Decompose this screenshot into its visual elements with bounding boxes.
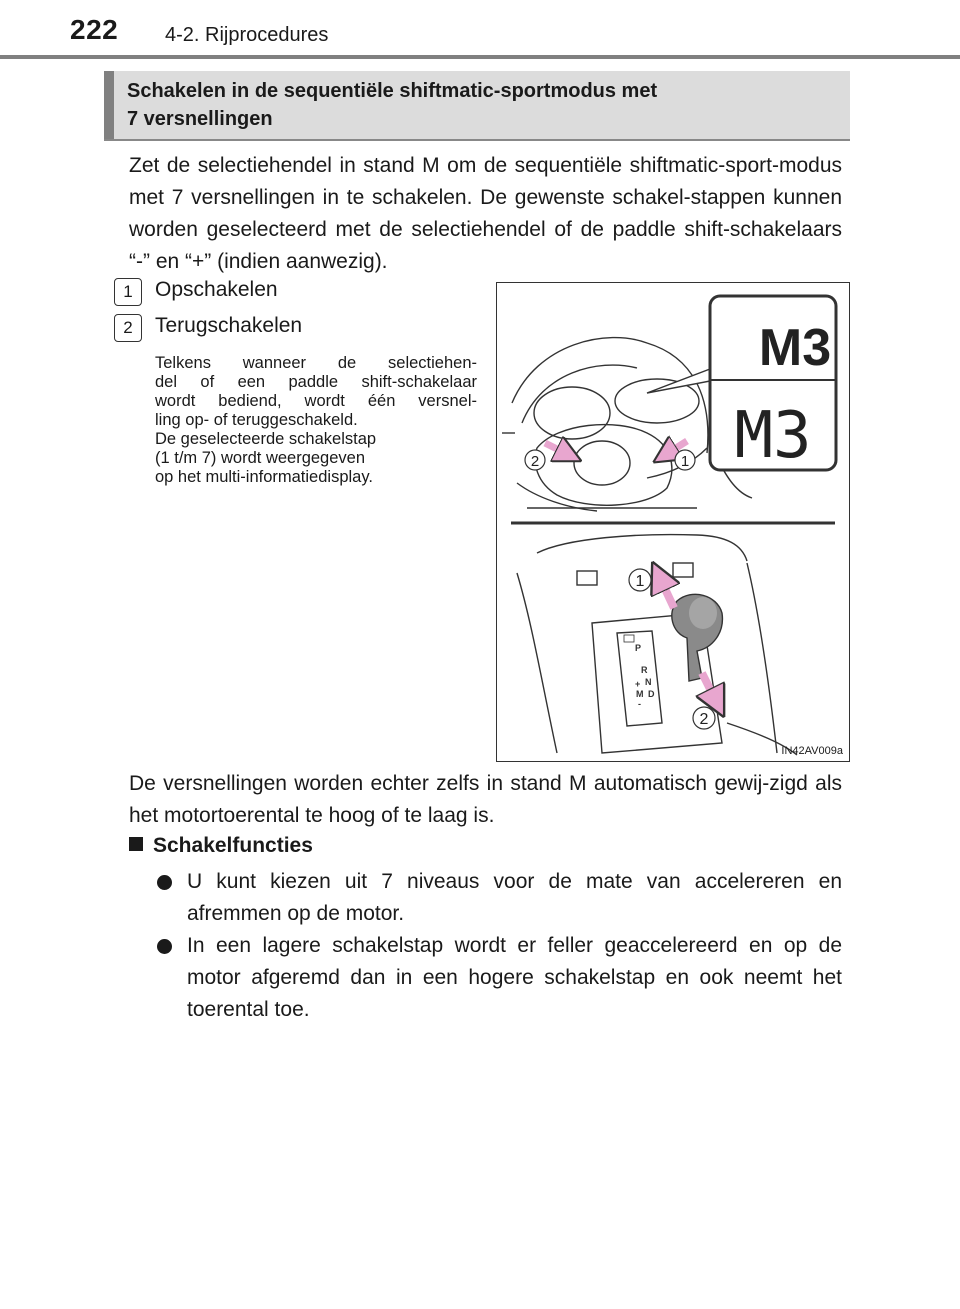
note-line: ling op- of teruggeschakeld. <box>155 411 358 429</box>
bullet-text: In een lagere schakelstap wordt er feller geaccelereerd en op de motor afgeremd dan in een hogere schakelstap en ook neemt het toerental toe. <box>187 934 842 1021</box>
note-line: (1 t/m 7) wordt weergegeven <box>155 449 366 467</box>
callout-label-upshift: Opschakelen <box>155 278 278 301</box>
bullet-dot-icon <box>157 939 172 954</box>
marker-1-shifter: 1 <box>635 573 645 590</box>
gate-label-p: P <box>635 643 642 653</box>
gate-label-plus: + <box>635 679 641 689</box>
auto-shift-paragraph: De versnellingen worden echter zelfs in stand M automatisch gewij-zigd als het motortoerental te hoog of te laag is. <box>129 772 842 827</box>
shift-illustration <box>496 282 850 762</box>
note-line: op het multi-informatiedisplay. <box>155 468 373 486</box>
figure-code: IN42AV009a <box>781 745 843 757</box>
section-heading-text <box>127 77 837 133</box>
heading-accent-bar <box>104 71 114 139</box>
marker-2-shifter: 2 <box>699 711 709 728</box>
callout-number-2: 2 <box>114 314 142 342</box>
gate-label-m: M <box>636 689 644 699</box>
illustration-drawing <box>497 283 849 761</box>
note-line: wordt bediend, wordt één versnel- <box>155 392 477 410</box>
marker-1-paddle: 1 <box>680 453 690 470</box>
bullet-item <box>155 866 842 930</box>
section-title: 4-2. Rijprocedures <box>165 24 329 46</box>
callout-label-downshift: Terugschakelen <box>155 314 303 337</box>
bullet-text: U kunt kiezen uit 7 niveaus voor de mate van accelereren en afremmen op de motor. <box>187 870 842 925</box>
display-small-readout: M3 <box>758 319 832 377</box>
section-heading <box>104 71 850 141</box>
note-line: Telkens wanneer de selectiehen- <box>155 354 477 372</box>
intro-paragraph: Zet de selectiehendel in stand M om de sequentiële shiftmatic-sport-modus met 7 versnellingen in te schakelen. De gewenste schakel-stappen kunnen worden geselecteerd met de selectiehendel of de paddle shift-schakelaars “-” en “+” (indien aanwezig). <box>129 154 842 273</box>
bullet-dot-icon <box>157 875 172 890</box>
console-drawing <box>517 535 797 755</box>
square-bullet-icon <box>129 837 143 851</box>
paddle-arrows <box>525 441 695 470</box>
bullet-item <box>155 930 842 1026</box>
subheading-text: Schakelfuncties <box>153 834 313 857</box>
shift-knob-drawing <box>672 594 723 681</box>
note-line: De geselecteerde schakelstap <box>155 430 377 448</box>
gate-label-n: N <box>645 677 652 687</box>
subheading <box>129 834 313 858</box>
marker-2-paddle: 2 <box>530 453 540 470</box>
gear-gate-labels <box>624 635 655 709</box>
gate-label-d: D <box>648 689 655 699</box>
heading-line-2: 7 versnellingen <box>127 108 273 130</box>
page-number: 222 <box>70 14 119 45</box>
gate-label-minus: - <box>638 699 641 709</box>
note-line: del of een paddle shift-schakelaar <box>155 373 477 391</box>
shift-note <box>155 354 477 487</box>
gate-label-r: R <box>641 665 648 675</box>
header-rule <box>0 55 960 59</box>
display-large-readout: M3 <box>734 399 812 473</box>
heading-line-1: Schakelen in de sequentiële shiftmatic-sportmodus met <box>127 80 658 102</box>
callout-number-1: 1 <box>114 278 142 306</box>
